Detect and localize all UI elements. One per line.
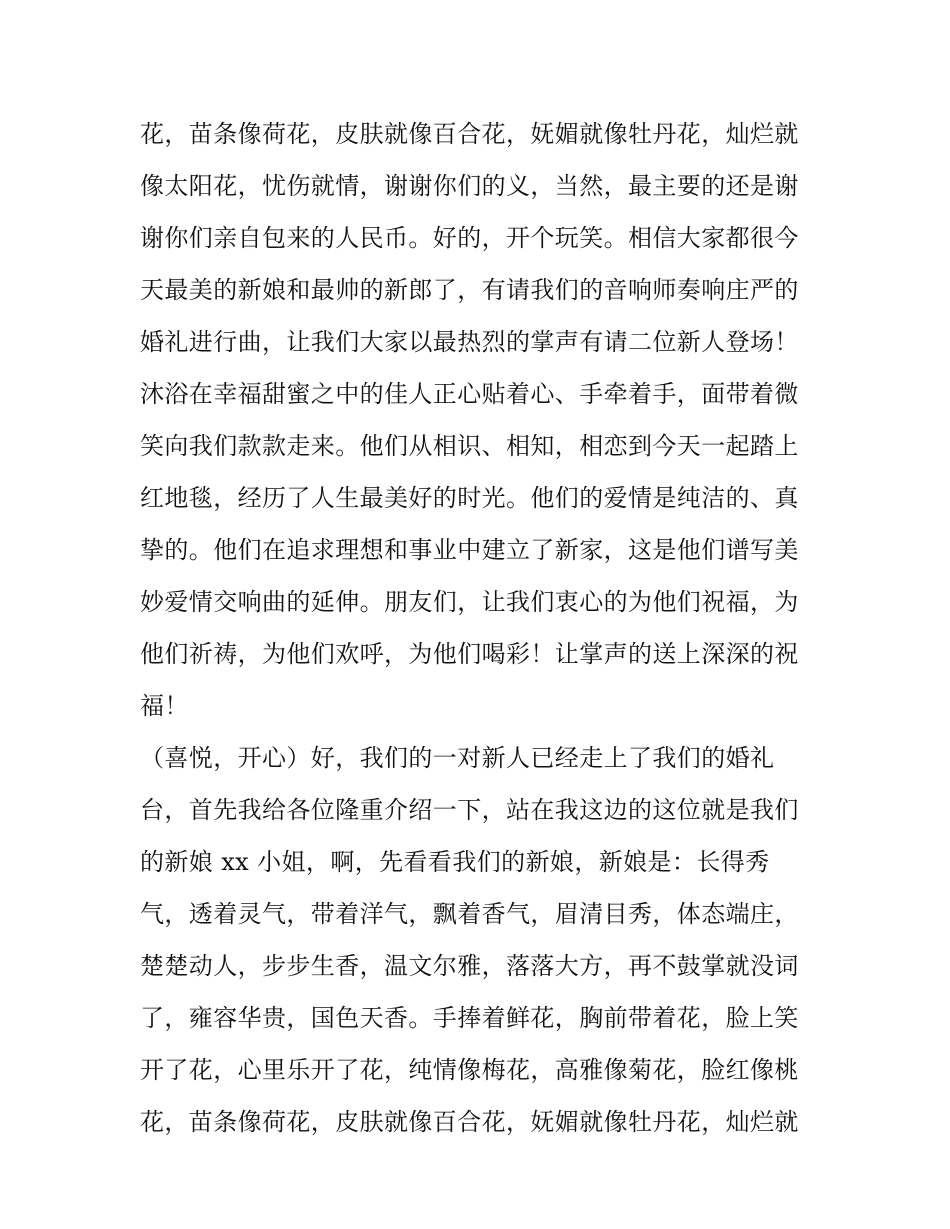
text-line: 楚楚动人，步步生香，温文尔雅，落落大方，再不鼓掌就没词 [140, 952, 799, 980]
text-line: 气，透着灵气，带着洋气，飘着香气，眉清目秀，体态端庄， [140, 900, 799, 928]
text-line: 谢你们亲自包来的人民币。好的，开个玩笑。相信大家都很今 [140, 224, 799, 252]
body-text [140, 108, 820, 1148]
text-line: 红地毯，经历了人生最美好的时光。他们的爱情是纯洁的、真 [140, 484, 799, 512]
text-line: 花，苗条像荷花，皮肤就像百合花，妩媚就像牡丹花，灿烂就 [140, 1108, 799, 1136]
text-line: 笑向我们款款走来。他们从相识、相知，相恋到今天一起踏上 [140, 432, 799, 460]
text-line: 了，雍容华贵，国色天香。手捧着鲜花，胸前带着花，脸上笑 [140, 1004, 799, 1032]
text-line: 沐浴在幸福甜蜜之中的佳人正心贴着心、手牵着手，面带着微 [140, 380, 799, 408]
text-line: 花，苗条像荷花，皮肤就像百合花，妩媚就像牡丹花，灿烂就 [140, 120, 799, 148]
text-line: 妙爱情交响曲的延伸。朋友们，让我们衷心的为他们祝福，为 [140, 588, 799, 616]
text-line: 开了花，心里乐开了花，纯情像梅花，高雅像菊花，脸红像桃 [140, 1056, 799, 1084]
text-line: （喜悦，开心）好，我们的一对新人已经走上了我们的婚礼 [140, 744, 775, 772]
text-line: 像太阳花，忧伤就情，谢谢你们的义，当然，最主要的还是谢 [140, 172, 799, 200]
text-line: 天最美的新娘和最帅的新郎了，有请我们的音响师奏响庄严的 [140, 276, 799, 304]
text-line: 他们祈祷，为他们欢呼，为他们喝彩！让掌声的送上深深的祝 [140, 640, 799, 668]
text-line: 台，首先我给各位隆重介绍一下，站在我这边的这位就是我们 [140, 796, 799, 824]
text-line: 福！ [140, 692, 189, 720]
text-line: 的新娘 xx 小姐，啊，先看看我们的新娘，新娘是：长得秀 [140, 848, 770, 876]
text-line: 婚礼进行曲，让我们大家以最热烈的掌声有请二位新人登场！ [140, 328, 799, 356]
text-line: 挚的。他们在追求理想和事业中建立了新家，这是他们谱写美 [140, 536, 799, 564]
